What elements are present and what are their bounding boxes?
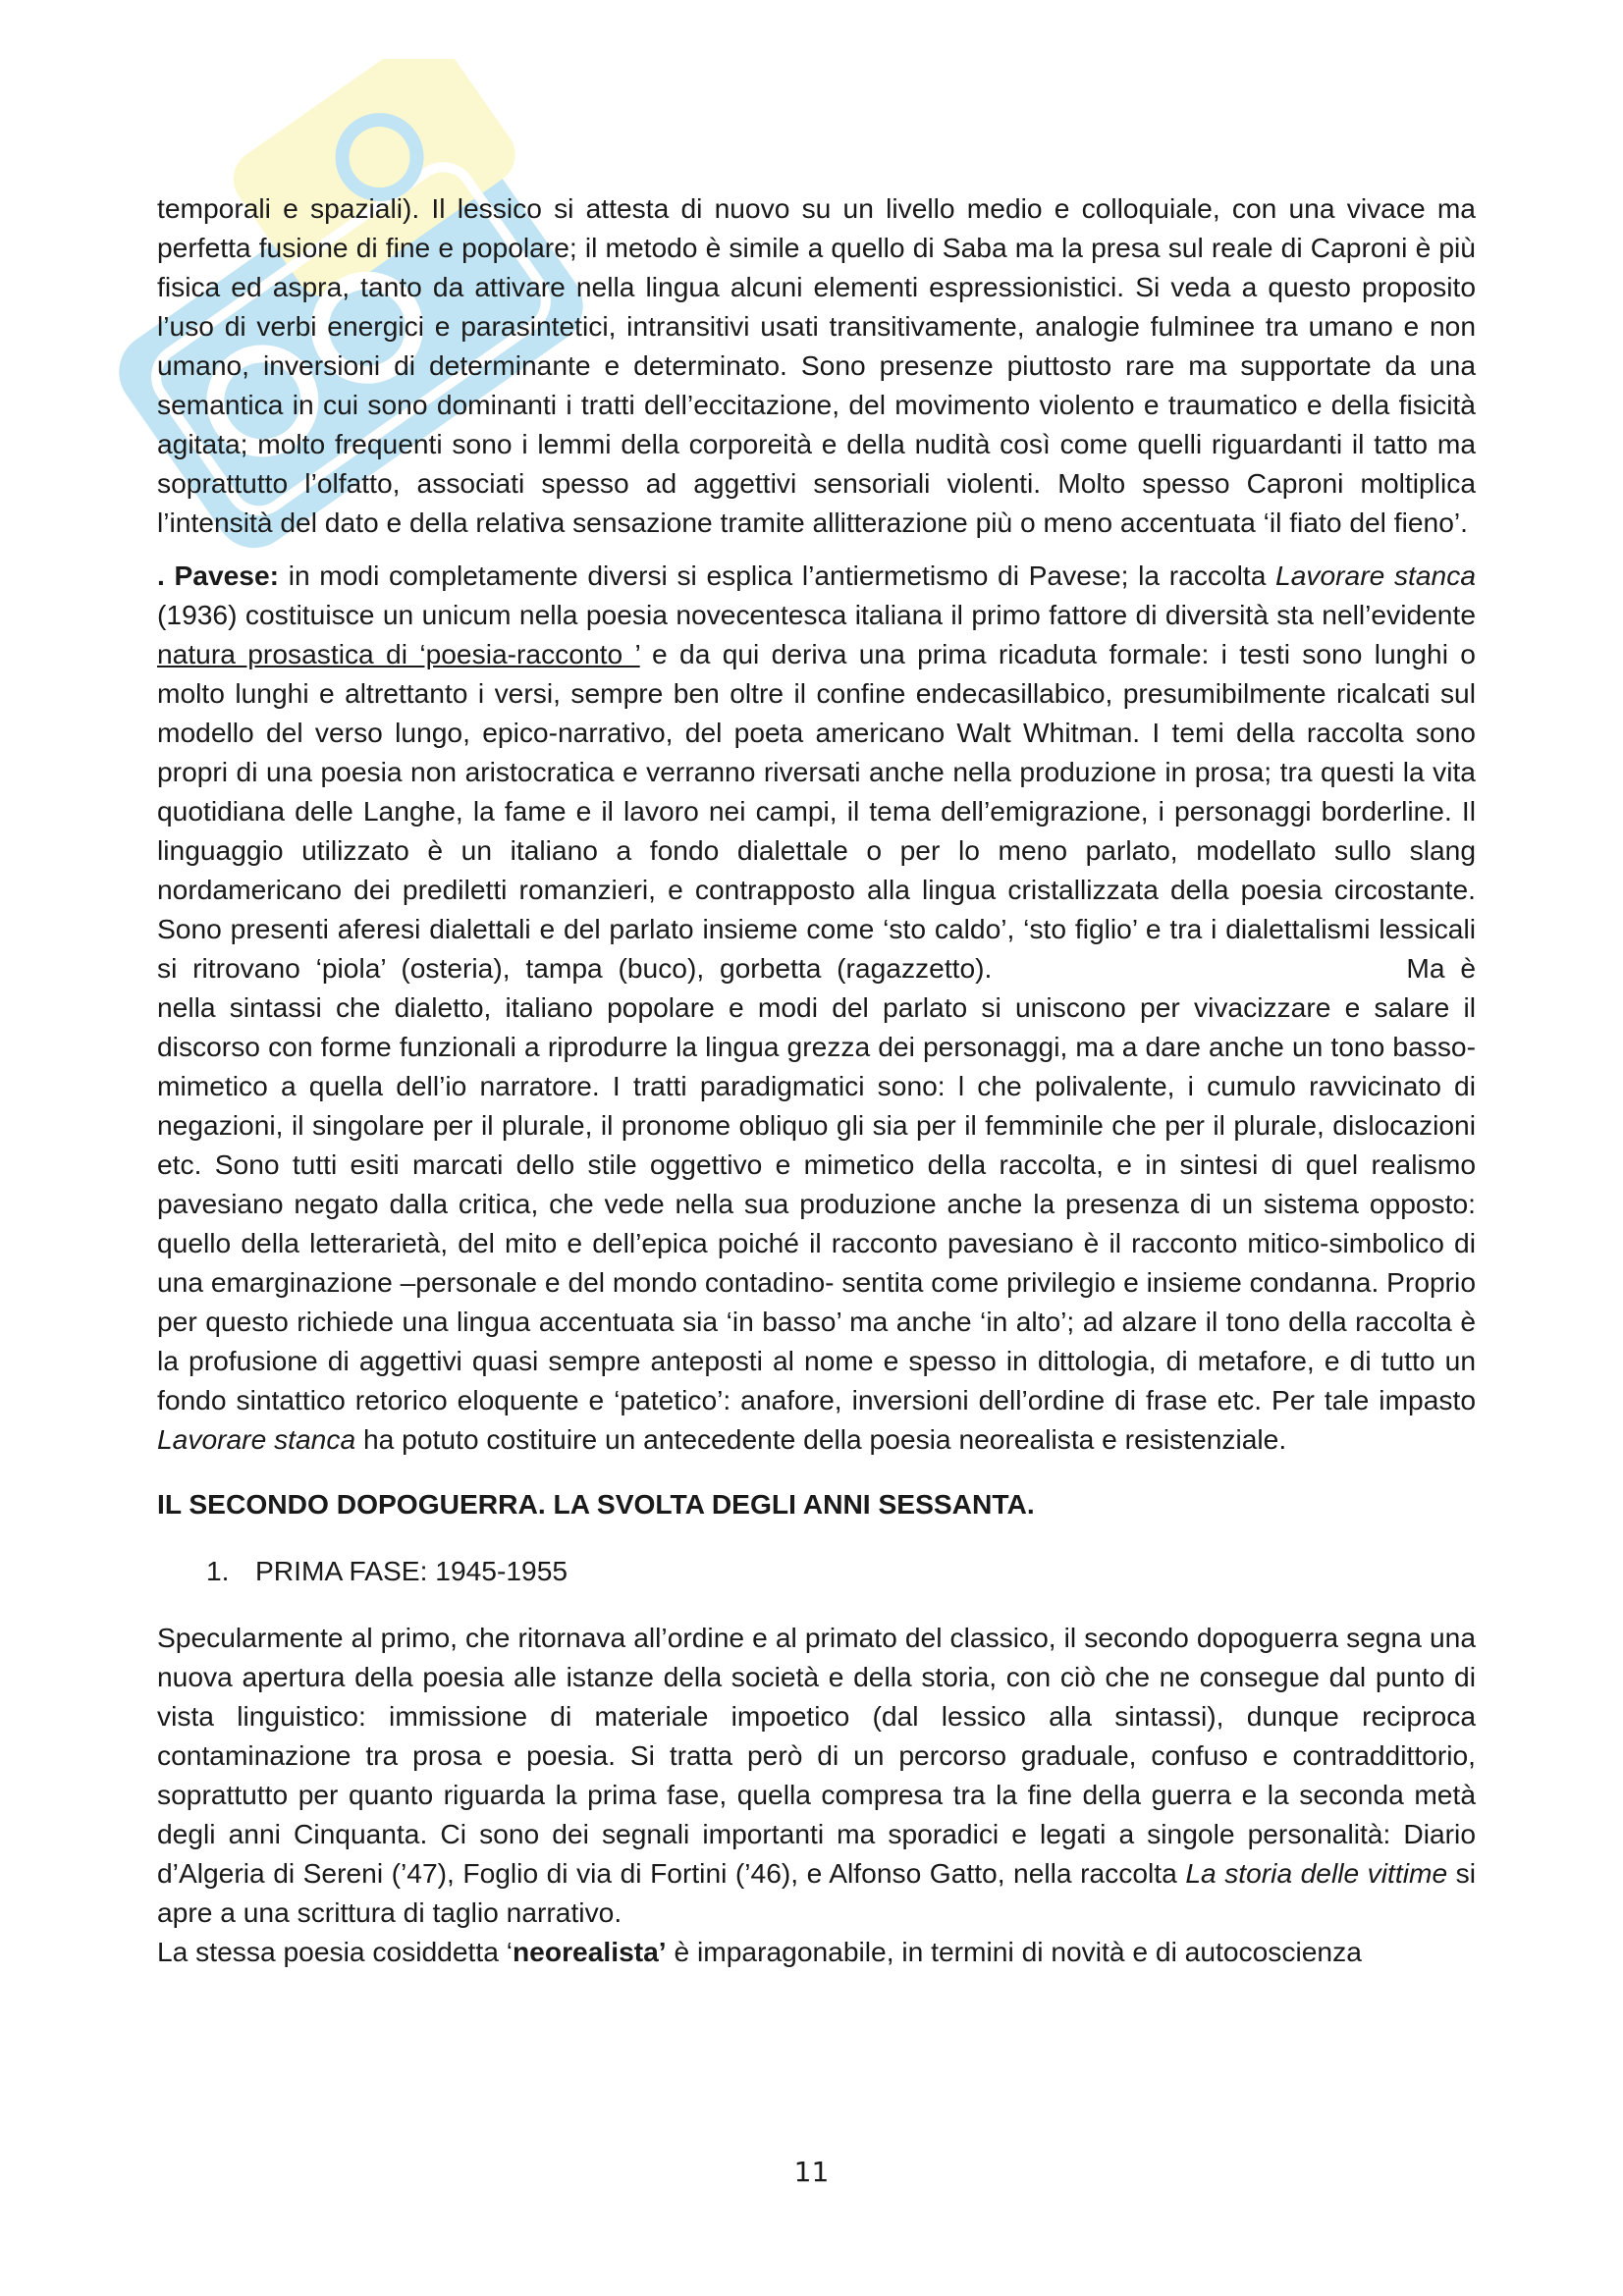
dopoguerra-text-b: si apre a una scrittura di taglio narrativo. [157,1857,1477,1928]
pavese-text-e: ha potuto costituire un antecedente della poesia neorealista e resistenziale. [355,1423,1287,1455]
pavese-label: . Pavese: [157,560,280,591]
title-storia-vittime: La storia delle vittime [1185,1857,1448,1889]
paragraph-caproni [157,188,1476,542]
paragraph-pavese [157,556,1476,1459]
term-neorealista: neorealista’ [512,1936,667,1967]
pavese-text-a: in modi completamente diversi si esplica l’antiermetismo di Pavese; la raccolta [279,560,1276,591]
pavese-text-d: Ma è nella sintassi che dialetto, italiano popolare e modi del parlato si uniscono per vivacizzare e salare il discorso con forme funzionali a riprodurre la lingua grezza dei personaggi, ma a dare anche un tono basso-mimetico a quella dell’io narratore. I tratti paradigmatici sono: l che polivalente, i cumulo ravvicinato di negazioni, il singolare per il plurale, il pronome obliquo gli sia per il femminile che per il plurale, dislocazioni etc. Sono tutti esiti marcati dello stile oggettivo e mimetico della raccolta, e in sintesi di quel realismo pavesiano negato dalla critica, che vede nella sua produzione anche la presenza di un sistema opposto: quello della letterarietà, del mito e dell’epica poiché il racconto pavesiano è il racconto mitico-simbolico di una emarginazione –personale e del mondo contadino- sentita come privilegio e insieme condanna. Proprio per questo richiede una lingua accentuata sia ‘in basso’ ma anche ‘in alto’; ad alzare il tono della raccolta è la profusione di aggettivi quasi sempre anteposti al nome e spesso in dittologia, di metafore, e di tutto un fondo sintattico retorico eloquente e ‘patetico’: anafore, inversioni dell’ordine di frase etc. Per tale impasto [157,952,1476,1415]
paragraph-dopoguerra [157,1618,1476,1932]
dopoguerra-text-a: Specularmente al primo, che ritornava all’ordine e al primato del classico, il secondo dopoguerra segna una nuova apertura della poesia alle istanze della società e della storia, con ciò che ne consegue dal punto di vista linguistico: immissione di materiale impoetico (dal lessico alla sintassi), dunque reciproca contaminazione tra prosa e poesia. Si tratta però di un percorso graduale, confuso e contraddittorio, soprattutto per quanto riguarda la prima fase, quella compresa tra la fine della guerra e la seconda metà degli anni Cinquanta. Ci sono dei segnali importanti ma sporadici e legati a singole personalità: Diario d’Algeria di Sereni (’47), Foglio di via di Fortini (’46), e Alfonso Gatto, nella raccolta [157,1622,1476,1889]
paragraph-caproni-text: temporali e spaziali). Il lessico si attesta di nuovo su un livello medio e colloquiale, con una vivace ma perfetta fusione di fine e popolare; il metodo è simile a quello di Saba ma la presa sul reale di Caproni è più fisica ed aspra, tanto da attivare nella lingua alcuni elementi espressionistici. Si veda a questo proposito l’uso di verbi energici e parasintetici, intransitivi usati transitivamente, analogie fulminee tra umano e non umano, inversioni di determinante e determinato. Sono presenze piuttosto rare ma supportate da una semantica in cui sono dominanti i tratti dell’eccitazione, del movimento violento e traumatico e della fisicità agitata; molto frequenti sono i lemmi della corporeità e della nudità così come quelli riguardanti il tatto ma soprattutto l’olfatto, associati spesso ad aggettivi sensoriali violenti. Molto spesso Caproni moltiplica l’intensità del dato e della relativa sensazione tramite allitterazione più o meno accentuata ‘il fiato del fieno’. [157,192,1476,538]
page-number: 11 [793,2156,830,2188]
title-lavorare-stanca-2: Lavorare stanca [157,1423,356,1455]
list-number: 1. [206,1555,230,1586]
section-heading: IL SECONDO DOPOGUERRA. LA SVOLTA DEGLI ANNI SESSANTA. [157,1488,1035,1520]
paragraph-neorealista [157,1932,1476,1971]
title-lavorare-stanca: Lavorare stanca [1275,560,1476,591]
list-item [157,1551,1476,1590]
underlined-phrase: natura prosastica di ‘poesia-racconto ’ [157,638,640,669]
pavese-text-b: (1936) costituisce un unicum nella poesia novecentesca italiana il primo fattore di diversità sta nell’evidente [157,599,1476,630]
pavese-text-c: e da qui deriva una prima ricaduta formale: i testi sono lunghi o molto lunghi e altrettanto i versi, sempre ben oltre il confine endecasillabico, presumibilmente ricalcati sul modello del verso lungo, epico-narrativo, del poeta americano Walt Whitman. I temi della raccolta sono propri di una poesia non aristocratica e verranno riversati anche nella produzione in prosa; tra questi la vita quotidiana delle Langhe, la fame e il lavoro nei campi, il tema dell’emigrazione, i personaggi borderline. Il linguaggio utilizzato è un italiano a fondo dialettale o per lo meno parlato, modellato sullo slang nordamericano dei prediletti romanzieri, e contrapposto alla lingua cristallizzata della poesia circostante. Sono presenti aferesi dialettali e del parlato insieme come ‘sto caldo’, ‘sto figlio’ e tra i dialettalismi lessicali si ritrovano ‘piola’ (osteria), tampa (buco), gorbetta (ragazzetto). [157,638,1476,984]
list-item-text: PRIMA FASE: 1945-1955 [255,1555,568,1586]
neorealista-text-a: La stessa poesia cosiddetta ‘ [157,1936,513,1967]
neorealista-text-b: è imparagonabile, in termini di novità e di autocoscienza [666,1936,1362,1967]
document-body [157,188,1476,1971]
